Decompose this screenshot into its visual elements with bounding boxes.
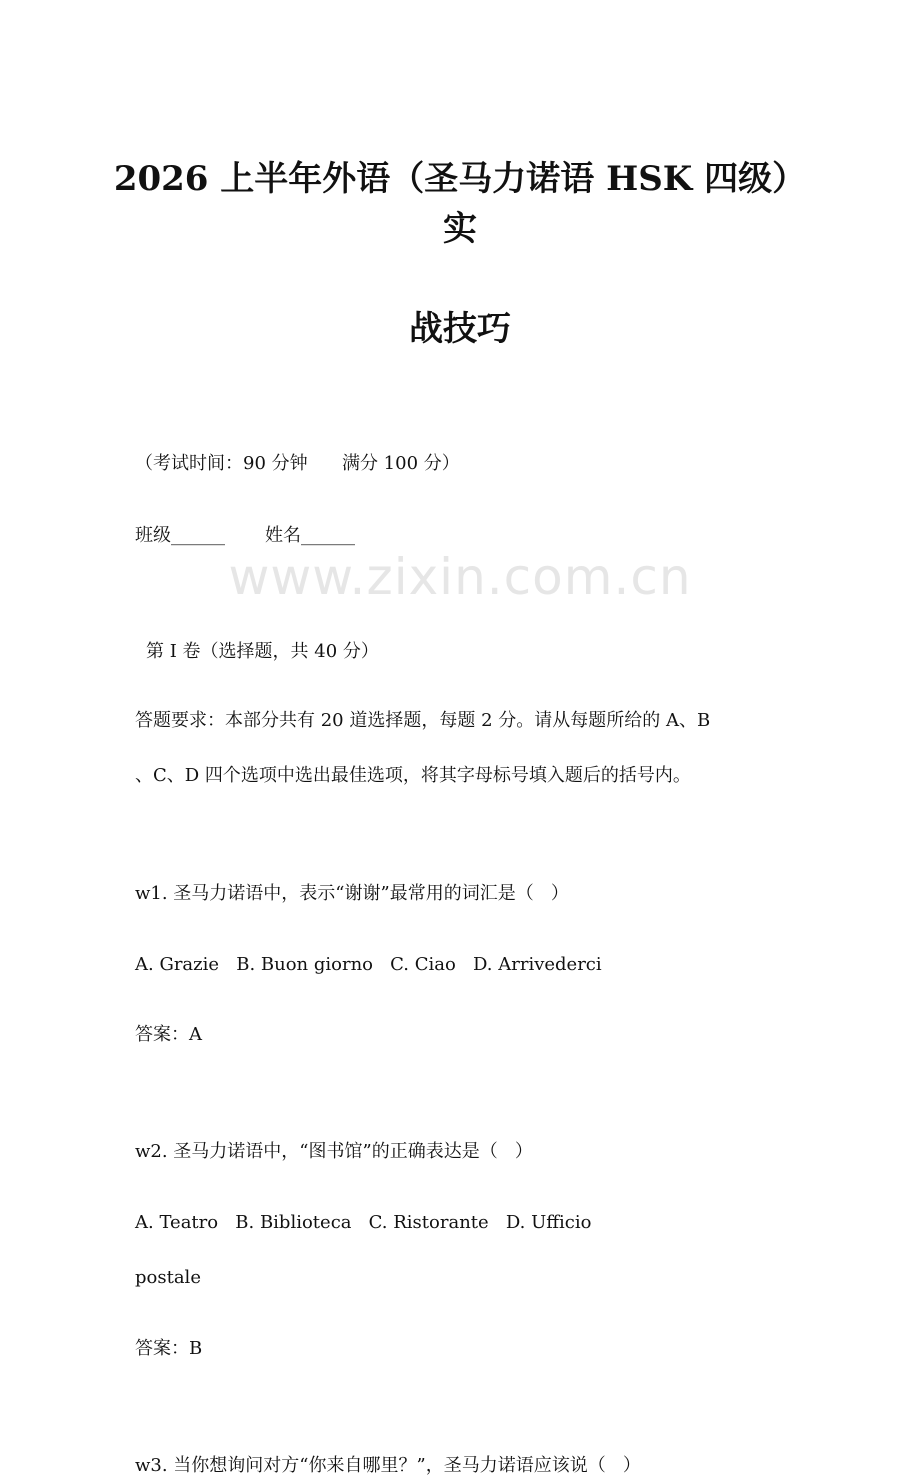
watermark: www.zixin.com.cn <box>228 548 692 606</box>
question-1-options: A. Grazie B. Buon giorno C. Ciao D. Arrivederci <box>135 954 602 975</box>
question-3-stem: w3. 当你想询问对方“你来自哪里？”，圣马力诺语应该说（ ） <box>135 1455 641 1476</box>
question-2-stem: w2. 圣马力诺语中，“图书馆”的正确表达是（ ） <box>135 1141 533 1162</box>
section-title: 第 I 卷（选择题，共 40 分） <box>146 641 379 662</box>
question-2-options-line-1: A. Teatro B. Biblioteca C. Ristorante D. Ufficio <box>135 1212 592 1233</box>
question-2-answer: 答案：B <box>135 1338 203 1359</box>
exam-info: （考试时间：90 分钟 满分 100 分） <box>135 453 460 474</box>
instructions-line-1: 答题要求：本部分共有 20 道选择题，每题 2 分。请从每题所给的 A、B <box>135 710 711 731</box>
document-title-line-1: 2026 上半年外语（圣马力诺语 HSK 四级）实 <box>113 159 807 249</box>
document-title-line-2: 战技巧 <box>409 309 511 349</box>
question-2-options-line-2: postale <box>135 1267 201 1288</box>
instructions-line-2: 、C、D 四个选项中选出最佳选项，将其字母标号填入题后的括号内。 <box>135 765 691 786</box>
question-1-answer: 答案：A <box>135 1024 202 1045</box>
question-1-stem: w1. 圣马力诺语中，表示“谢谢”最常用的词汇是（ ） <box>135 883 569 904</box>
class-name-line: 班级______ 姓名______ <box>135 525 356 546</box>
